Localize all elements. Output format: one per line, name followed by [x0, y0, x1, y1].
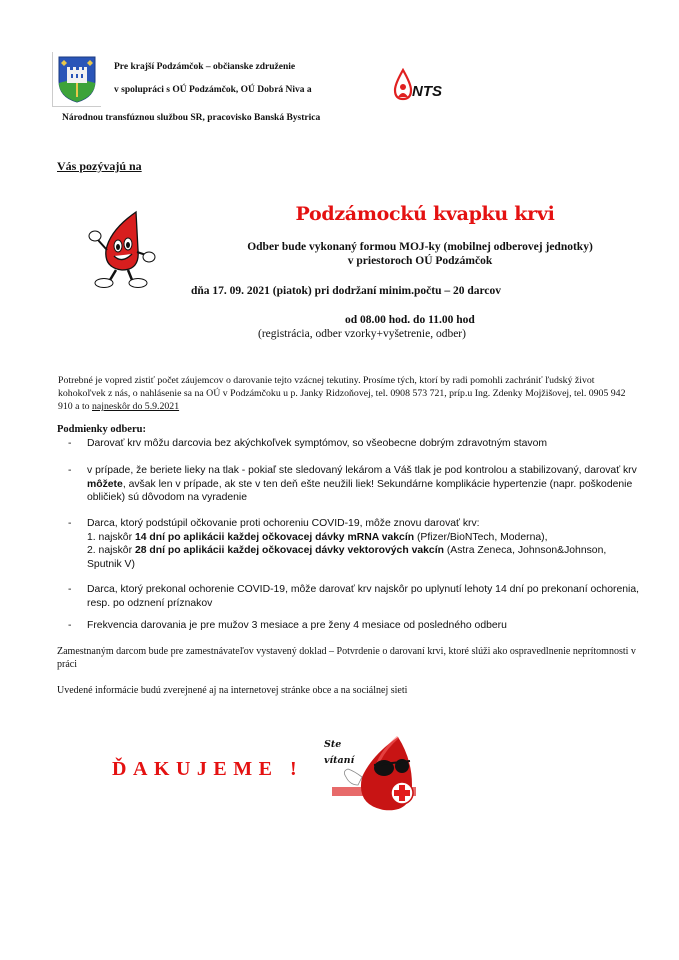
condition-item — [68, 464, 638, 506]
event-time: od 08.00 hod. do 11.00 hod — [345, 314, 475, 326]
conditions-heading: Podmienky odberu: — [57, 424, 146, 435]
condition-text-part: (Pfizer/BioNTech, Moderna), — [414, 531, 548, 543]
condition-text-part: 2. najskôr — [87, 545, 135, 557]
condition-emphasis: môžete — [87, 478, 123, 490]
header-line-2: v spolupráci s OÚ Podzámčok, OÚ Dobrá Niva a — [114, 85, 312, 95]
condition-emphasis: 14 dní po aplikácii každej očkovacej dávky mRNA vakcín — [134, 531, 415, 543]
intro-deadline: najneskôr do 5.9.2021 — [92, 401, 180, 413]
event-title: Podzámockú kvapku krvi — [295, 203, 555, 225]
list-dash: - — [68, 620, 72, 631]
condition-text: Darovať krv môžu darcovia bez akýchkoľvek symptómov, so všeobecne dobrým zdravotným stavom — [87, 438, 548, 449]
intro-paragraph — [58, 374, 638, 414]
condition-text-part: 1. najskôr — [87, 531, 135, 543]
event-subtitle-line-2: v priestoroch OÚ Podzámčok — [347, 255, 493, 267]
condition-item — [68, 583, 638, 611]
nts-logo-icon — [391, 68, 451, 102]
list-dash: - — [68, 584, 72, 595]
event-registration-note: (registrácia, odber vzorky+vyšetrenie, odber) — [258, 328, 466, 340]
condition-item — [68, 437, 638, 451]
condition-text — [87, 517, 642, 571]
intro-text: Potrebné je vopred zistiť počet záujemcov o darovanie tejto vzácnej tekutiny. Prosíme tých, ktorí by radi pomohli zachrániť ľudský život kohokoľvek z nás, o nahlásenie sa na OÚ v Podzámčoku u p. Janky Ridzoňovej, tel. 0908 573 721, príp.u Ing. Zdenky Mojžišovej, tel. 0905 942 910 a to — [58, 375, 626, 413]
coat-of-arms-icon — [57, 55, 97, 103]
event-subtitle — [210, 240, 630, 268]
list-dash: - — [68, 518, 72, 529]
invite-heading: Vás pozývajú na — [57, 159, 142, 173]
welcome-line-1: Ste — [324, 739, 342, 750]
header-line-3: Národnou transfúznou službou SR, pracovisko Banská Bystrica — [62, 113, 321, 123]
header-line-1: Pre krajší Podzámčok – občianske združenie — [114, 62, 296, 72]
blood-drop-mascot-icon — [80, 210, 160, 290]
event-subtitle-line-1: Odber bude vykonaný formou MOJ-ky (mobilnej odberovej jednotky) — [247, 241, 593, 253]
employer-note: Zamestnaným darcom bude pre zamestnávateľov vystavený doklad – Potvrdenie o darovaní krvi, ktoré slúži ako ospravedlnenie neprítomnosti v práci — [57, 646, 636, 671]
event-date: dňa 17. 09. 2021 (piatok) pri dodržaní minim.počtu – 20 darcov — [191, 285, 501, 297]
condition-text-part: (Astra Zeneca, Johnson&Johnson, Sputnik V) — [87, 545, 607, 570]
condition-item — [68, 619, 638, 633]
thanks-text: ĎAKUJEME ! — [112, 758, 304, 780]
condition-text-part: , avšak len v prípade, ak ste v ten deň ešte neužili liek! Sekundárne komplikácie hypertenzie (napr. poškodenie obličiek) sú dôvodom na vyradenie — [87, 478, 633, 504]
welcome-drop-icon — [322, 735, 426, 817]
list-dash: - — [68, 438, 72, 449]
condition-text-part: v prípade, že beriete lieky na tlak - pokiaľ ste sledovaný lekárom a Váš tlak je pod kontrolou a stabilizovaný, darovať krv — [87, 465, 637, 476]
condition-text-part: Darca, ktorý podstúpil očkovanie proti ochoreniu COVID-19, môže znovu darovať krv: — [87, 518, 480, 529]
publish-note: Uvedené informácie budú zverejnené aj na internetovej stránke obce a na sociálnej sieti — [57, 685, 408, 696]
condition-emphasis: 28 dní po aplikácii každej očkovacej dávky vektorových vakcín — [134, 545, 444, 557]
welcome-line-2: vítaní — [324, 755, 355, 766]
nts-logo-text: NTS — [412, 83, 442, 100]
condition-text — [87, 464, 642, 505]
list-dash: - — [68, 465, 72, 476]
condition-text: Frekvencia darovania je pre mužov 3 mesiace a pre ženy 4 mesiace od posledného odberu — [87, 620, 507, 631]
condition-item — [68, 517, 638, 573]
condition-text: Darca, ktorý prekonal ochorenie COVID-19, môže darovať krv najskôr po uplynutí lehoty 14 dní po prekonaní ochorenia, resp. po odznení príznakov — [87, 584, 640, 609]
